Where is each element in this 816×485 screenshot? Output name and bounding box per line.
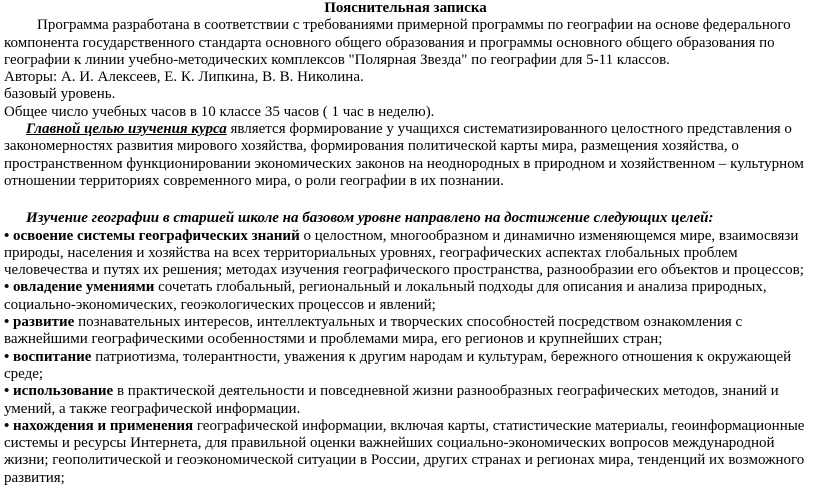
bullet-text: в практической деятельности и повседневной жизни разнообразных географических методов, знаний и умений, а также географической информации. — [4, 383, 779, 417]
bullet-icon: • — [4, 314, 10, 331]
hours-line: Общее число учебных часов в 10 классе 35 часов ( 1 час в неделю). — [4, 103, 435, 120]
goal-paragraph — [4, 121, 807, 190]
bullet-icon: • — [4, 279, 10, 296]
bullet-item — [4, 279, 807, 314]
level-line: базовый уровень. — [4, 86, 116, 103]
bullet-icon: • — [4, 227, 10, 244]
goal-lead: Главной целью изучения курса — [26, 121, 227, 138]
goals-heading: Изучение географии в старшей школе на базовом уровне направлено на достижение следующих целей: — [26, 210, 714, 227]
bullet-icon: • — [4, 348, 10, 365]
bullet-item — [4, 383, 807, 418]
bullet-item — [4, 314, 807, 349]
bullet-lead: овладение умениями — [13, 279, 155, 296]
bullet-text: географической информации, включая карты, статистические материалы, геоинформационные системы и ресурсы Интернета, для правильной оценки важнейших социально-экономических вопросов международной жизни; геополитической и геоэкономической ситуации в России, других странах и регионах мира, тенденций их возможного развития; — [4, 417, 805, 485]
bullet-text: сочетать глобальный, региональный и локальный подходы для описания и анализа природных, социально-экономических, геоэкологических процессов и явлений; — [4, 279, 767, 313]
document-title: Пояснительная записка — [324, 0, 487, 16]
bullet-lead: использование — [13, 383, 114, 400]
bullet-item — [4, 228, 807, 280]
intro-paragraph: Программа разработана в соответствии с требованиями примерной программы по географии на основе федерального компонента государственного стандарта основного общего образования и программы основного общего образования по географии к линии учебно-методических комплексов "Полярная Звезда" по географии для 5-11 классов. — [4, 17, 791, 68]
bullet-item — [4, 349, 807, 384]
bullet-icon: • — [4, 383, 10, 400]
authors-line: Авторы: А. И. Алексеев, Е. К. Липкина, В. В. Николина. — [4, 69, 364, 86]
goal-text: является формирование у учащихся систематизированного целостного представления о закономерностях развития мирового хозяйства, формирования политической карты мира, размещения хозяйства, о пространственном функционировании экономических законов на неоднородных в природном и хозяйственном – культурном отношении территориях современного мира, о роли географии в их познании. — [4, 121, 804, 189]
bullet-lead: воспитание — [13, 348, 92, 365]
bullet-lead: развитие — [13, 314, 75, 331]
bullet-lead: освоение системы географических знаний — [13, 227, 300, 244]
bullet-icon: • — [4, 417, 10, 434]
bullet-lead: нахождения и применения — [13, 417, 194, 434]
bullet-text: патриотизма, толерантности, уважения к другим народам и культурам, бережного отношения к окружающей среде; — [4, 348, 792, 382]
paragraph-gap — [4, 190, 807, 210]
bullet-text: о целостном, многообразном и динамично изменяющемся мире, взаимосвязи природы, населения и хозяйства на всех территориальных уровнях, географических аспектах глобальных проблем человечества и путях их решения; методах изучения географического пространства, разнообразии его объектов и процессов; — [4, 227, 804, 279]
bullet-text: познавательных интересов, интеллектуальных и творческих способностей посредством ознакомления с важнейшими географическими особенностями и проблемами мира, его регионов и крупнейших стран; — [4, 314, 743, 348]
bullet-item — [4, 418, 807, 485]
